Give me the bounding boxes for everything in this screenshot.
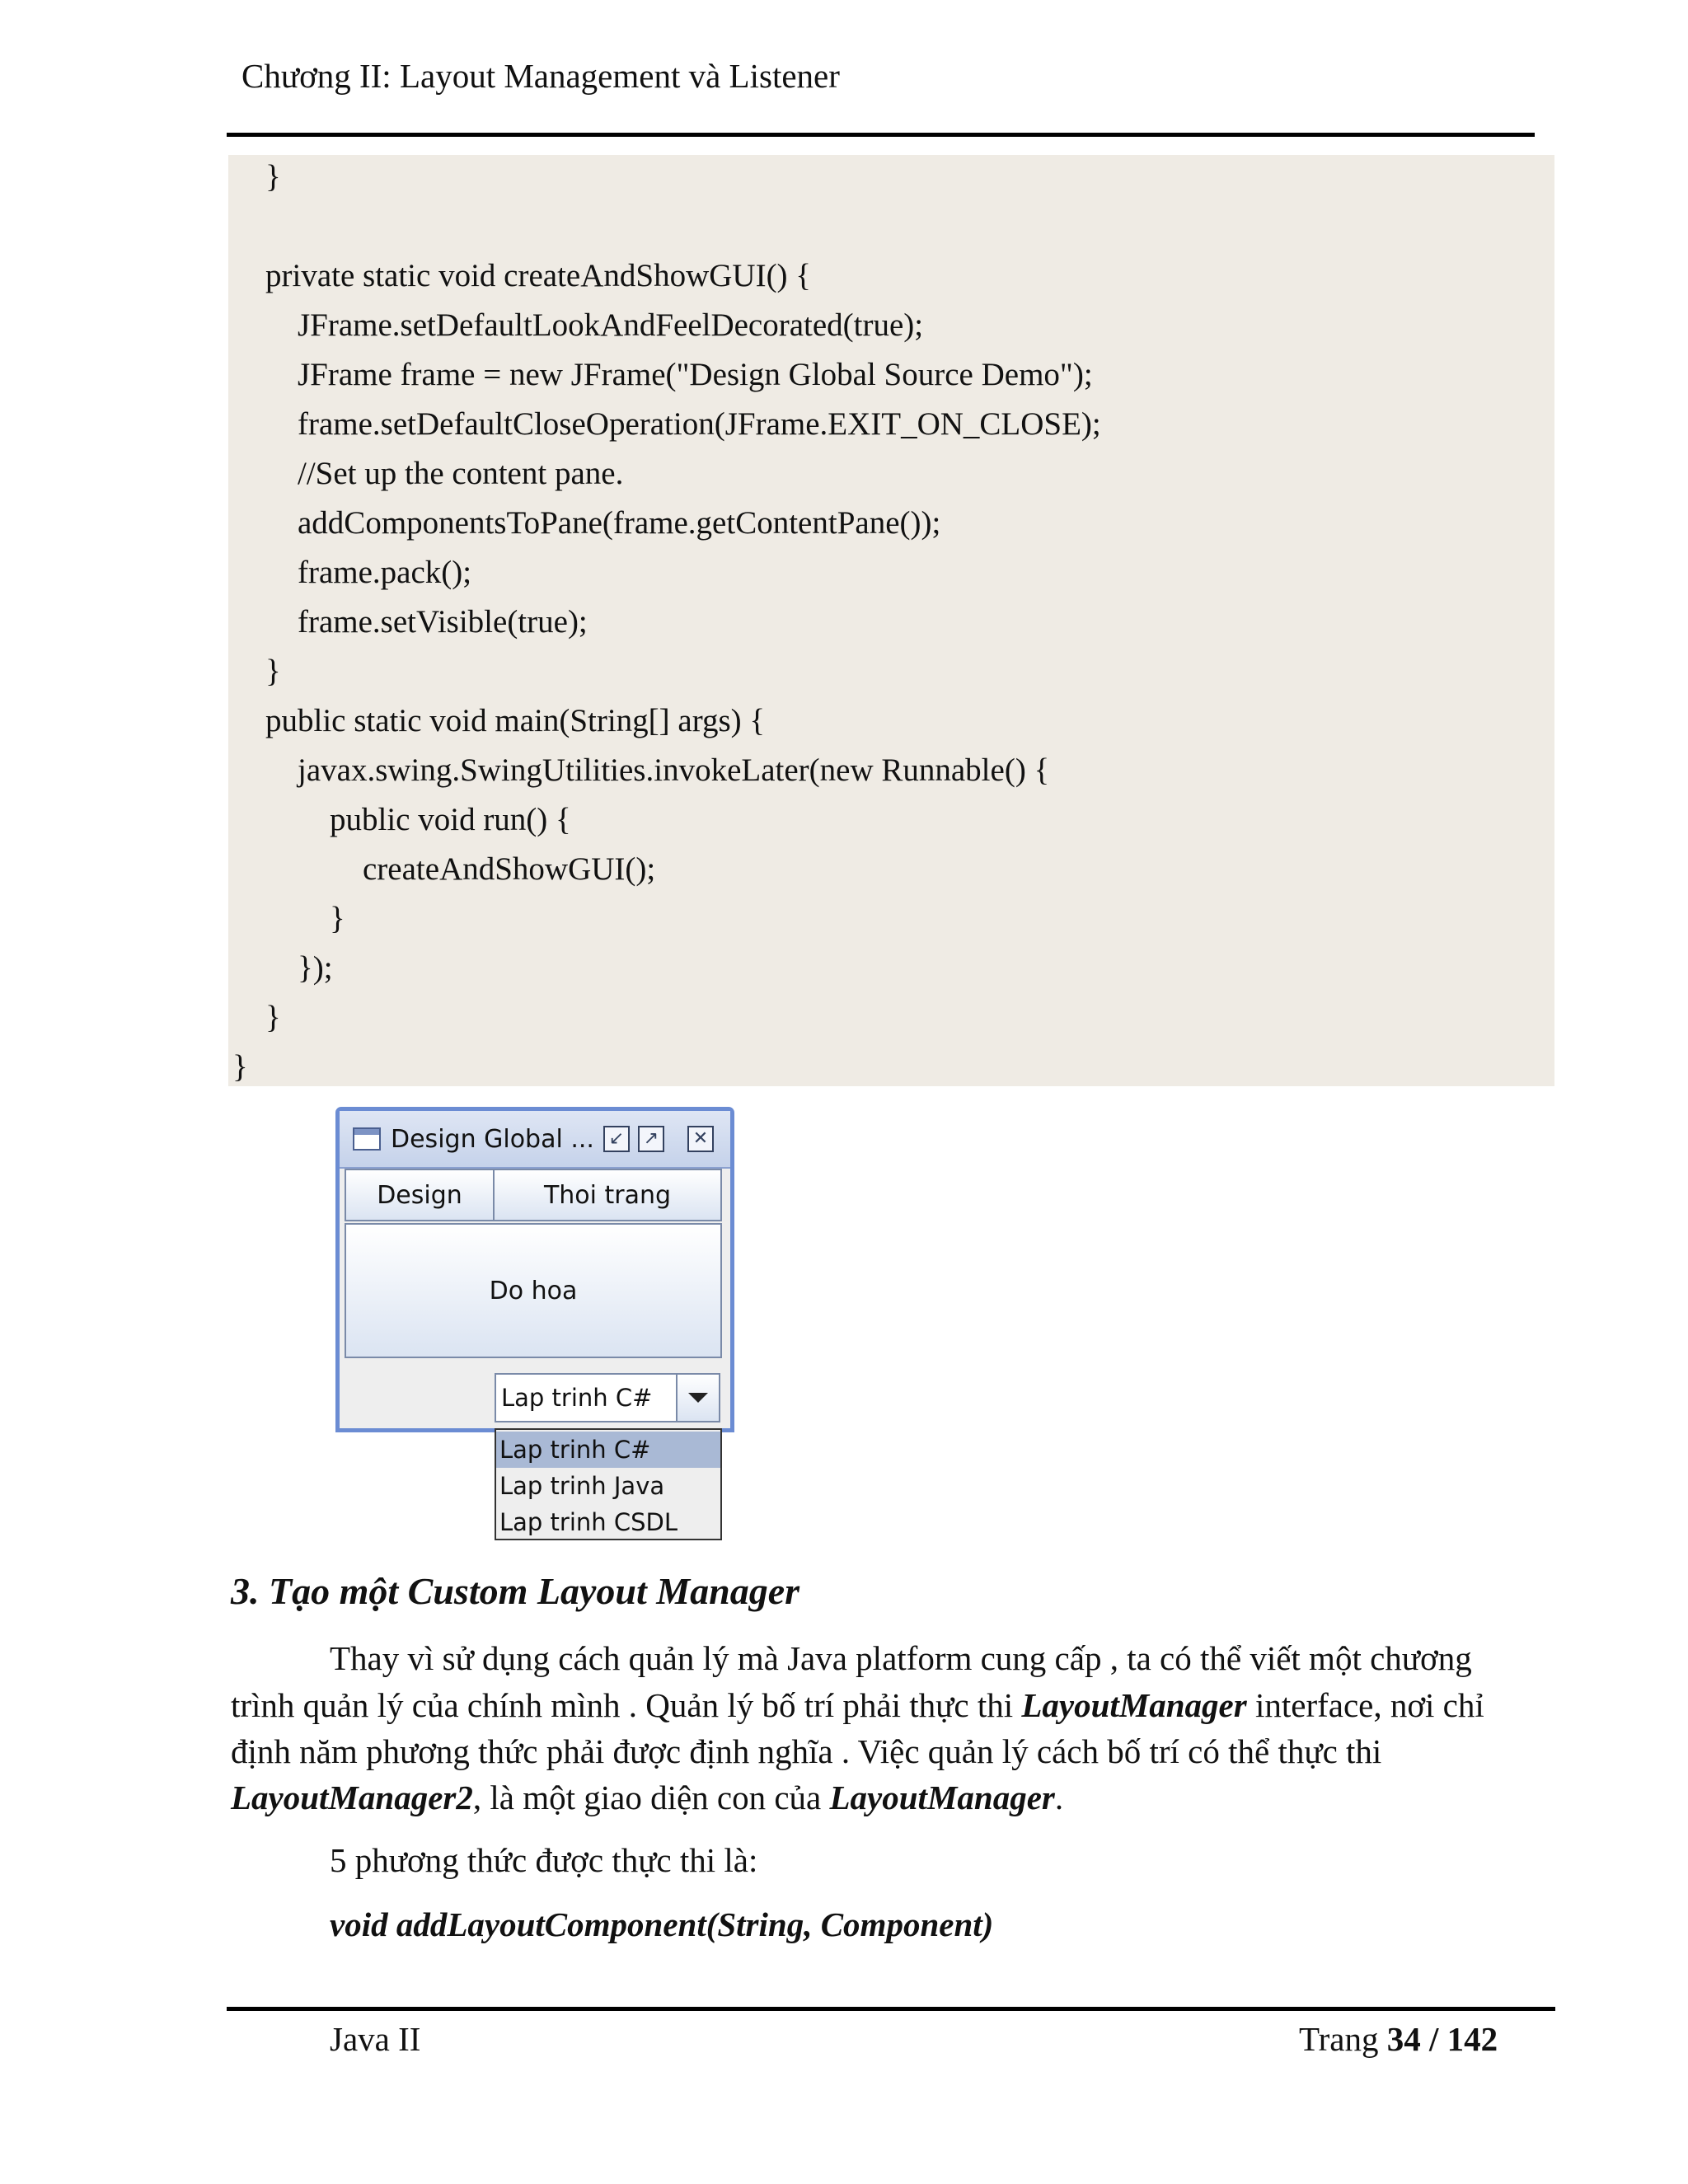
thoi-trang-button[interactable]: Thoi trang — [493, 1169, 722, 1221]
paragraph-line: 5 phương thức được thực thi là: — [330, 1841, 758, 1879]
method-signature: void addLayoutComponent(String, Component) — [330, 1905, 994, 1943]
code-line: frame.pack(); — [298, 555, 472, 590]
page-current: 34 — [1386, 2020, 1421, 2058]
running-header: Chương II: Layout Management và Listener — [241, 57, 840, 95]
maximize-icon[interactable]: ↗ — [638, 1126, 664, 1152]
window-title: Design Global ... — [391, 1125, 594, 1154]
page-label: Trang — [1299, 2020, 1387, 2058]
code-line: javax.swing.SwingUtilities.invokeLater(new Runnable() { — [298, 752, 1050, 788]
dropdown-item-csharp[interactable]: Lap trinh C# — [496, 1432, 720, 1468]
code-line: JFrame frame = new JFrame("Design Global Source Demo"); — [298, 357, 1093, 392]
code-line: } — [232, 1049, 248, 1085]
code-line: private static void createAndShowGUI() { — [265, 258, 812, 293]
code-line: public static void main(String[] args) { — [265, 703, 766, 738]
keyword-layoutmanager: LayoutManager — [829, 1779, 1055, 1816]
course-combo-box[interactable] — [495, 1373, 720, 1422]
dropdown-item-csdl[interactable]: Lap trinh CSDL — [499, 1508, 678, 1536]
chevron-down-icon[interactable] — [676, 1375, 719, 1421]
window-icon — [353, 1127, 381, 1151]
keyword-layoutmanager2: LayoutManager2 — [231, 1779, 473, 1816]
combo-dropdown-list — [495, 1428, 722, 1540]
code-line: //Set up the content pane. — [298, 456, 624, 491]
code-line: } — [265, 654, 281, 689]
paragraph-text: . — [1054, 1779, 1064, 1816]
header-rule — [227, 133, 1535, 137]
do-hoa-button[interactable]: Do hoa — [345, 1223, 722, 1358]
dropdown-item-java[interactable]: Lap trinh Java — [499, 1472, 665, 1500]
code-line: frame.setDefaultCloseOperation(JFrame.EXIT_ON_CLOSE); — [298, 406, 1101, 442]
paragraph-line — [231, 1776, 1063, 1819]
paragraph-text: interface, nơi chỉ — [1246, 1686, 1484, 1724]
code-line: JFrame.setDefaultLookAndFeelDecorated(true); — [298, 307, 924, 343]
footer-title: Java II — [330, 2020, 421, 2058]
close-icon[interactable]: ✕ — [687, 1126, 714, 1152]
code-line: } — [265, 1000, 281, 1035]
page-separator: / — [1420, 2020, 1447, 2058]
code-block — [228, 155, 1554, 1086]
code-line: public void run() { — [330, 802, 571, 837]
code-line: createAndShowGUI(); — [363, 851, 656, 887]
paragraph-line — [231, 1684, 1484, 1727]
demo-window — [335, 1107, 734, 1432]
page-total: 142 — [1447, 2020, 1498, 2058]
footer-rule — [227, 2007, 1555, 2011]
code-line: } — [330, 901, 345, 936]
paragraph-text: , là một giao diện con của — [472, 1779, 830, 1816]
window-titlebar[interactable] — [340, 1111, 730, 1169]
section-heading: 3. Tạo một Custom Layout Manager — [231, 1570, 800, 1612]
paragraph-line: Thay vì sử dụng cách quản lý mà Java platform cung cấp , ta có thể viết một chương — [330, 1639, 1472, 1677]
code-line: }); — [298, 950, 333, 986]
code-line: addComponentsToPane(frame.getContentPane()); — [298, 505, 941, 541]
paragraph-text: trình quản lý của chính mình . Quản lý bố trí phải thực thi — [231, 1686, 1022, 1724]
combo-selected-value: Lap trinh C# — [501, 1384, 653, 1412]
paragraph-line: định năm phương thức phải được định nghĩa . Việc quản lý cách bố trí có thể thực thi — [231, 1732, 1382, 1770]
code-line: } — [265, 159, 281, 194]
keyword-layoutmanager: LayoutManager — [1021, 1686, 1247, 1724]
design-button[interactable]: Design — [345, 1169, 495, 1221]
code-line: frame.setVisible(true); — [298, 604, 588, 640]
minimize-icon[interactable]: ↙ — [603, 1126, 630, 1152]
page-number — [1299, 2018, 1498, 2060]
